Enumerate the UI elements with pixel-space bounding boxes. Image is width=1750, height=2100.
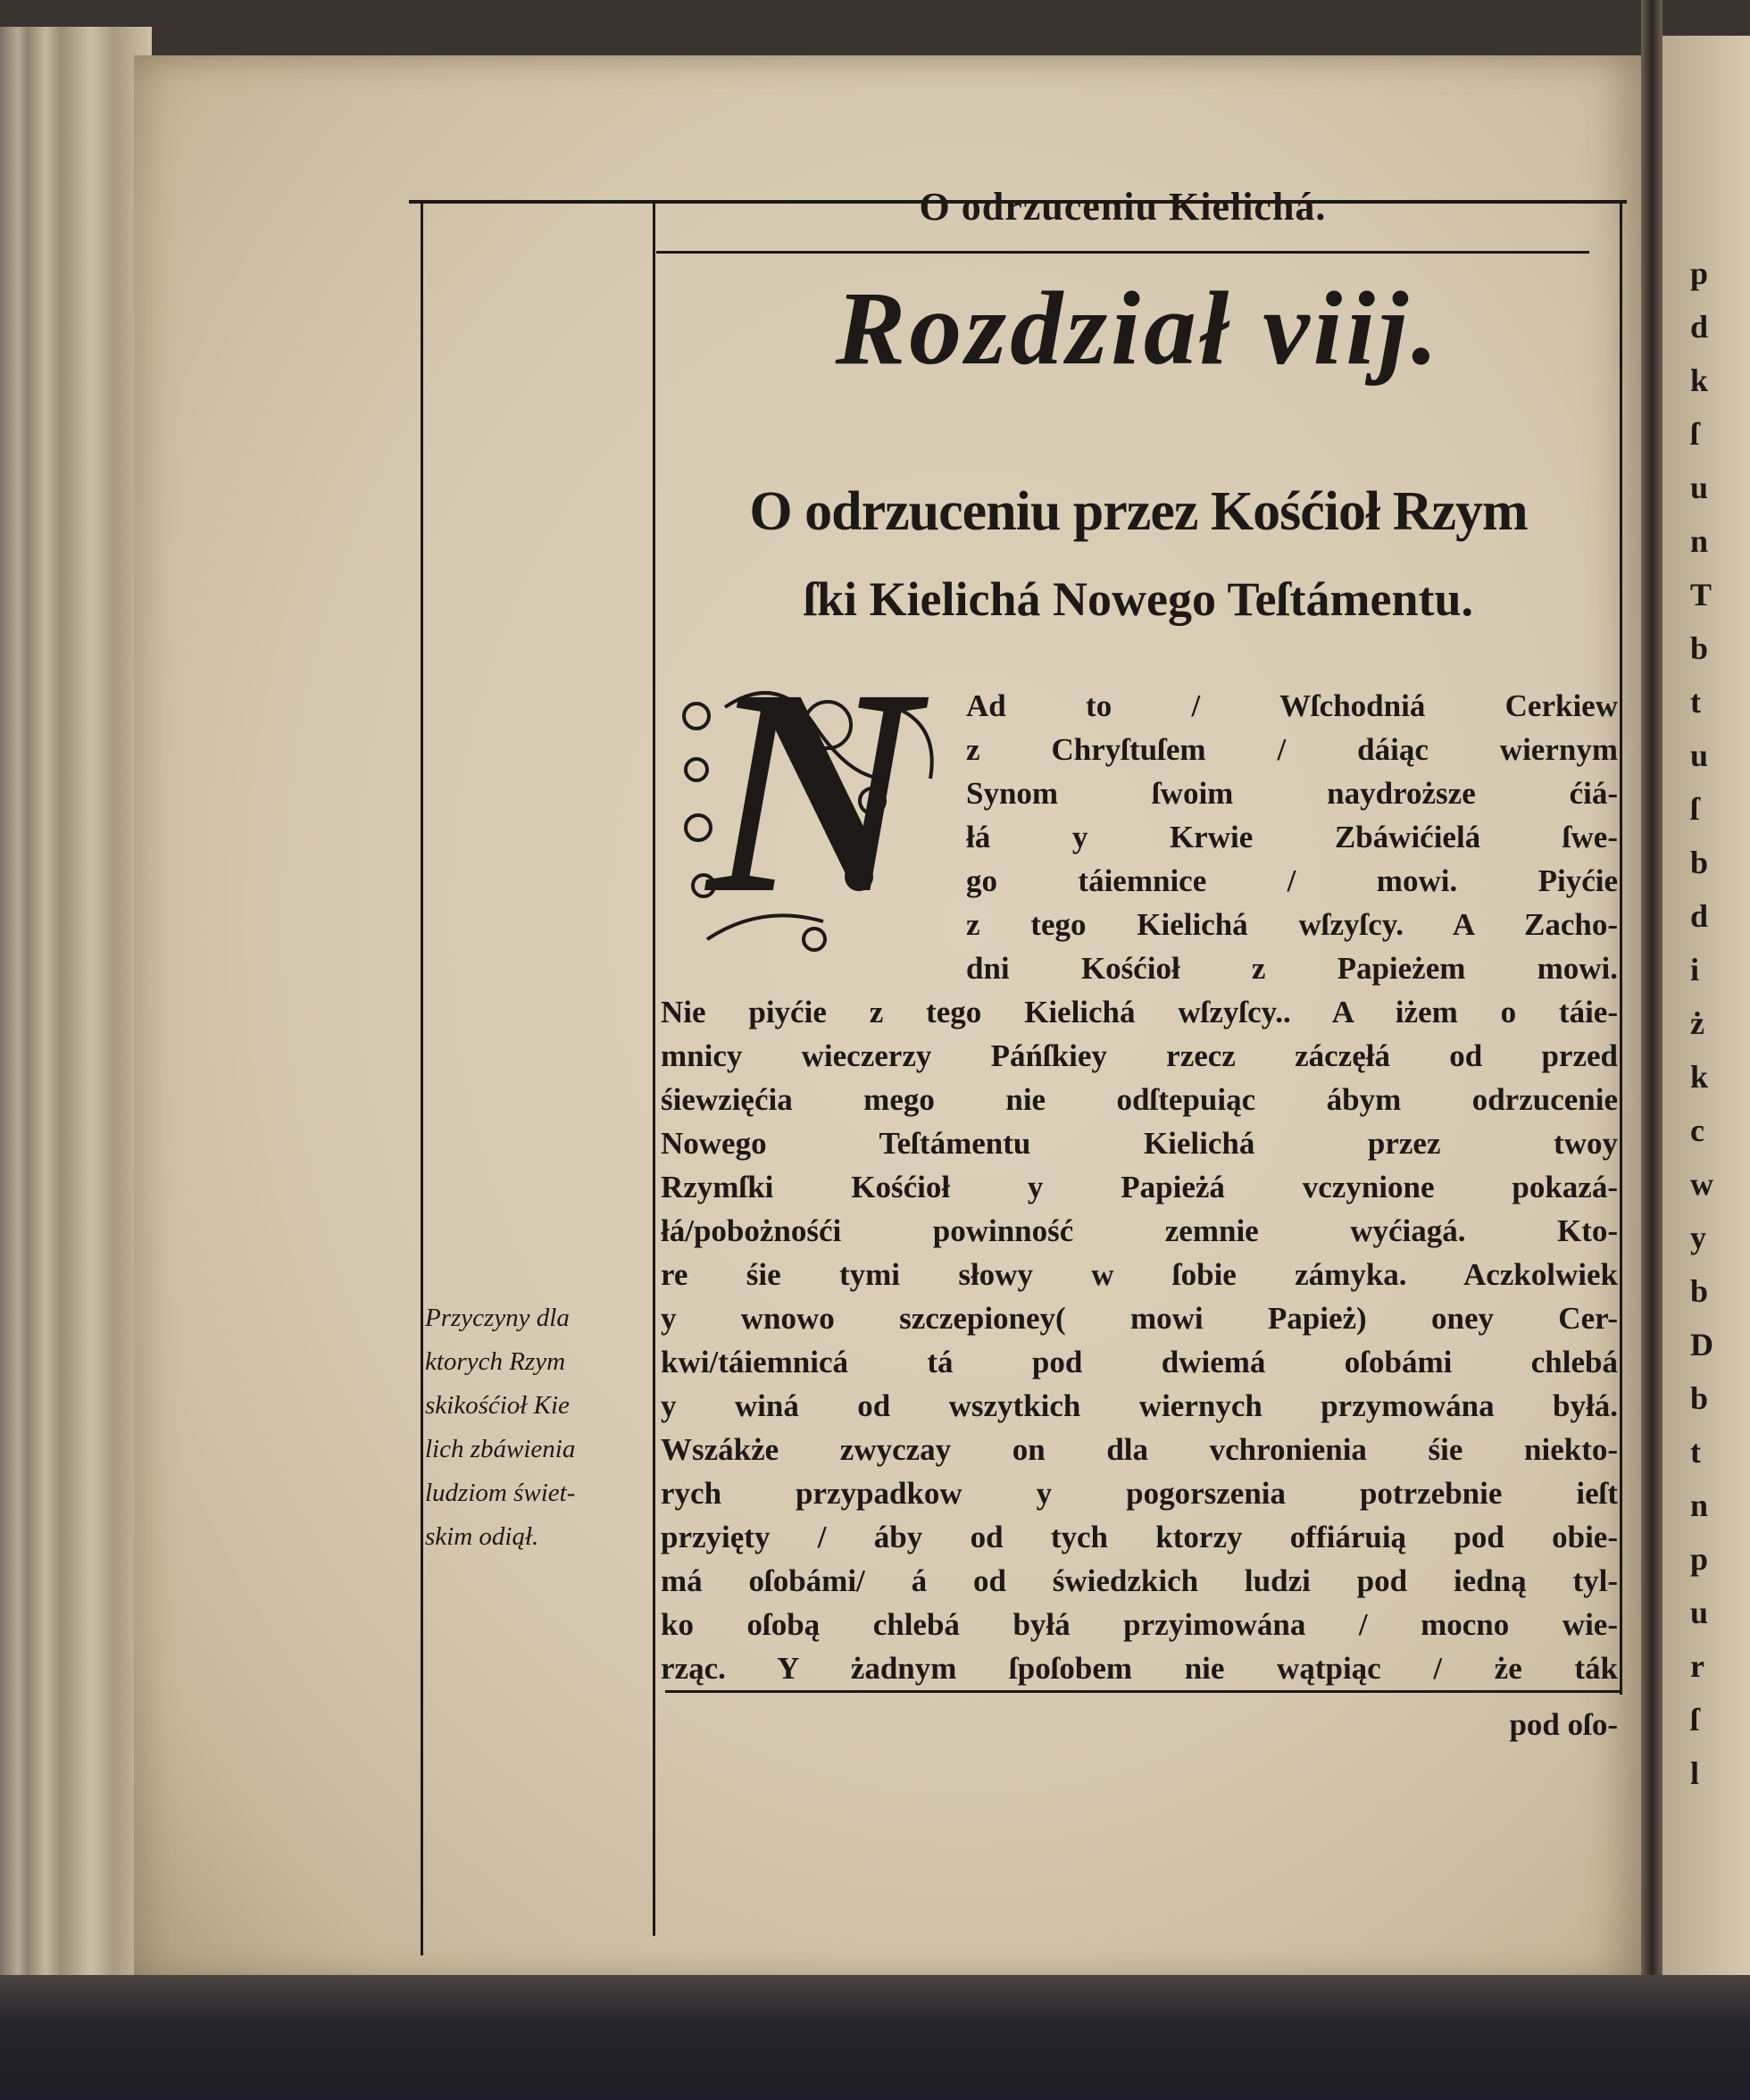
body-line: przyięty / áby od tych ktorzy offiáruią pod obie-	[661, 1520, 1618, 1554]
facing-page-fragment: w	[1690, 1166, 1713, 1202]
chapter-heading: Rozdział viij.	[835, 270, 1442, 387]
frame-right-rule	[1620, 200, 1622, 1695]
facing-page-fragment: b	[1690, 1273, 1709, 1309]
chapter-title-line-1: O odrzuceniu przez Kośćioł Rzym	[749, 481, 1528, 542]
catchword: pod oſo-	[1509, 1707, 1618, 1742]
facing-page-fragment: T	[1690, 577, 1712, 612]
body-line: y winá od wszytkich wiernych przymowána byłá.	[661, 1388, 1618, 1423]
chapter-title-line-2: ſki Kielichá Nowego Teſtámentu.	[803, 572, 1473, 626]
body-line: rych przypadkow y pogorszenia potrzebnie ieſt	[661, 1476, 1618, 1511]
frame-left-outer-rule	[421, 200, 423, 1955]
facing-page-fragment: c	[1690, 1112, 1704, 1148]
facing-page-fragment: k	[1690, 1059, 1709, 1095]
marginal-note-line: skikośćioł Kie	[425, 1391, 570, 1420]
facing-page-fragment: i	[1690, 952, 1700, 988]
facing-page-fragment: ſ	[1690, 791, 1700, 827]
body-line: kwi/táiemnicá tá pod dwiemá oſobámi chlebá	[661, 1345, 1618, 1379]
marginal-note-line: Przyczyny dla	[425, 1304, 570, 1332]
body-line: Nowego Teſtámentu Kielichá przez twoy	[661, 1126, 1618, 1161]
facing-page-fragment: b	[1690, 1380, 1709, 1416]
body-line: y wnowo szczepioney( mowi Papież) oney Cer-	[661, 1301, 1618, 1336]
facing-page-fragment: y	[1690, 1220, 1706, 1255]
facing-page-fragment: D	[1690, 1327, 1713, 1362]
facing-page-fragment: p	[1690, 1541, 1709, 1577]
body-line: Ad to / Wſchodniá Cerkiew	[966, 688, 1618, 723]
body-line: Nie piyćie z tego Kielichá wſzyſcy.. A iżem o táie-	[661, 995, 1618, 1029]
decorated-initial	[671, 629, 957, 966]
running-head: O odrzuceniu Kielichá.	[919, 185, 1327, 229]
body-line: má oſobámi/ á od świedzkich ludzi pod iedną tyl-	[661, 1563, 1618, 1598]
facing-page-fragment: t	[1690, 684, 1701, 720]
book-page-edges	[0, 27, 152, 1991]
facing-page-fragment: u	[1690, 738, 1709, 773]
body-line: Synom ſwoim naydroższe ćiá-	[966, 776, 1618, 811]
frame-left-inner-rule	[653, 200, 655, 1936]
book-cover-edge	[0, 1975, 1750, 2100]
body-line: Rzymſki Kośćioł y Papieżá vczynione pokazá-	[661, 1170, 1618, 1204]
marginal-note-line: lich zbáwienia	[425, 1435, 576, 1463]
body-line: łá/pobożnośći powinność zemnie wyćiagá. Kto-	[661, 1213, 1618, 1248]
drop-cap-letter: N	[707, 629, 921, 954]
facing-page-fragment: n	[1690, 523, 1709, 559]
facing-page-fragment: ſ	[1690, 416, 1700, 452]
body-line: śiewzięćia mego nie odſtepuiąc ábym odrzucenie	[661, 1082, 1618, 1117]
facing-page-fragment: u	[1690, 470, 1709, 505]
facing-page-fragment: p	[1690, 255, 1709, 291]
facing-page-fragment: d	[1690, 898, 1709, 934]
body-line: z tego Kielichá wſzyſcy. A Zacho-	[966, 907, 1618, 942]
facing-page-fragment: n	[1690, 1488, 1709, 1523]
facing-page-fragment: d	[1690, 309, 1709, 345]
facing-page-fragment: b	[1690, 845, 1709, 880]
marginal-note-line: skim odiął.	[425, 1522, 539, 1551]
header-underline	[656, 251, 1589, 254]
facing-page-fragment: u	[1690, 1595, 1709, 1630]
body-line: łá y Krwie Zbáwićielá ſwe-	[966, 820, 1618, 854]
body-line: dni Kośćioł z Papieżem mowi.	[966, 951, 1618, 986]
body-line: Wszákże zwyczay on dla vchronienia śie niekto-	[661, 1432, 1618, 1467]
body-line: re śie tymi słowy w ſobie zámyka. Aczkolwiek	[661, 1257, 1618, 1292]
book-gutter	[1641, 0, 1662, 2100]
facing-page-fragment: t	[1690, 1434, 1701, 1470]
facing-page-fragment: b	[1690, 630, 1709, 666]
marginal-note-line: ktorych Rzym	[425, 1347, 566, 1376]
facing-page-fragment: l	[1690, 1755, 1700, 1791]
facing-page-fragment: ż	[1690, 1005, 1704, 1041]
text-bottom-rule	[665, 1690, 1621, 1693]
marginal-note-line: ludziom świet-	[425, 1479, 576, 1507]
body-line: go táiemnice / mowi. Piyćie	[966, 863, 1618, 898]
body-line: ko oſobą chlebá byłá przyimowána / mocno wie-	[661, 1607, 1618, 1642]
body-line: rząc. Y żadnym ſpoſobem nie wątpiąc / że ták	[661, 1651, 1618, 1686]
facing-page-fragment: r	[1690, 1648, 1704, 1684]
body-line: mnicy wieczerzy Páńſkiey rzecz záczęłá od przed	[661, 1038, 1618, 1073]
facing-page-fragment: ſ	[1690, 1702, 1700, 1738]
facing-page-fragment: k	[1690, 362, 1709, 398]
body-line: z Chryſtuſem / dáiąc wiernym	[966, 732, 1618, 767]
